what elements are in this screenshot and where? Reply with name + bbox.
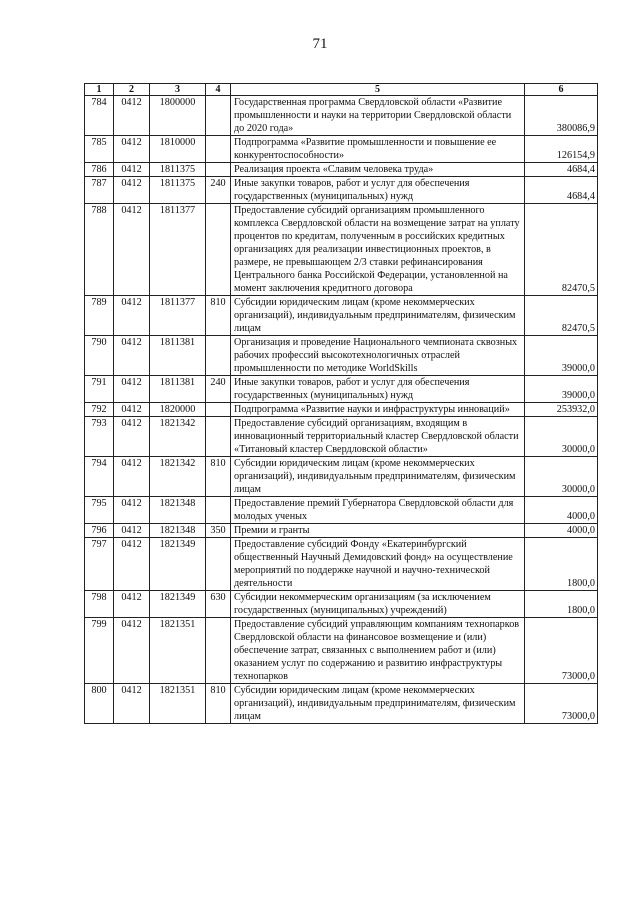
amount: 30000,0 [525, 417, 598, 457]
amount: 4000,0 [525, 524, 598, 538]
expense-name: Предоставление субсидий управляющим компаниям технопарков Свердловской области на финансовое возмещение и (или) обеспечение затрат, связанных с выполнением работ и (или) оказанием услуг по содержанию и развитию инфраструктуры технопарков [231, 618, 525, 684]
column-header-amount: 6 [525, 84, 598, 96]
table-row [85, 296, 598, 336]
expense-name: Субсидии юридическим лицам (кроме некоммерческих организаций), индивидуальным предпринимателям, физическим лицам [231, 457, 525, 497]
row-number: 799 [85, 618, 114, 684]
target-article-code: 1811375 [150, 163, 206, 177]
expense-name: Организация и проведение Национального чемпионата сквозных рабочих профессий высокотехнологичных отраслей промышленности по методике WorldSkills [231, 336, 525, 376]
expense-type-code: 810 [206, 684, 231, 724]
target-article-code: 1821348 [150, 524, 206, 538]
section-code: 0412 [114, 497, 150, 524]
amount: 82470,5 [525, 204, 598, 296]
expense-name: Государственная программа Свердловской области «Развитие промышленности и науки на территории Свердловской области до 2020 года» [231, 96, 525, 136]
section-code: 0412 [114, 376, 150, 403]
expense-type-code [206, 417, 231, 457]
row-number: 795 [85, 497, 114, 524]
budget-table-container [84, 83, 597, 724]
amount: 1800,0 [525, 591, 598, 618]
section-code: 0412 [114, 591, 150, 618]
row-number: 789 [85, 296, 114, 336]
expense-name: Субсидии юридическим лицам (кроме некоммерческих организаций), индивидуальным предпринимателям, физическим лицам [231, 684, 525, 724]
target-article-code: 1821348 [150, 497, 206, 524]
row-number: 785 [85, 136, 114, 163]
table-row [85, 136, 598, 163]
target-article-code: 1820000 [150, 403, 206, 417]
expense-name: Предоставление субсидий организациям промышленного комплекса Свердловской области на возмещение затрат на уплату процентов по кредитам, полученным в российских кредитных организациях для реализации инвестиционных проектов, в размере, не превышающем 2/3 ставки рефинансирования Центрального банка Российской Федерации, установленной на момент заключения кредитного договора [231, 204, 525, 296]
target-article-code: 1810000 [150, 136, 206, 163]
amount: 4684,4 [525, 177, 598, 204]
expense-type-code: 240 [206, 376, 231, 403]
table-header-row [85, 84, 598, 96]
target-article-code: 1800000 [150, 96, 206, 136]
expense-type-code [206, 618, 231, 684]
expense-name: Предоставление премий Губернатора Свердловской области для молодых ученых [231, 497, 525, 524]
table-row [85, 591, 598, 618]
expense-name: Премии и гранты [231, 524, 525, 538]
expense-type-code: 810 [206, 296, 231, 336]
expense-type-code [206, 96, 231, 136]
target-article-code: 1811377 [150, 296, 206, 336]
target-article-code: 1821351 [150, 618, 206, 684]
section-code: 0412 [114, 163, 150, 177]
table-row [85, 163, 598, 177]
section-code: 0412 [114, 524, 150, 538]
amount: 1800,0 [525, 538, 598, 591]
expense-type-code: 350 [206, 524, 231, 538]
section-code: 0412 [114, 417, 150, 457]
target-article-code: 1821342 [150, 457, 206, 497]
section-code: 0412 [114, 336, 150, 376]
expense-type-code [206, 163, 231, 177]
row-number: 787 [85, 177, 114, 204]
row-number: 786 [85, 163, 114, 177]
table-row [85, 204, 598, 296]
amount: 4684,4 [525, 163, 598, 177]
section-code: 0412 [114, 684, 150, 724]
table-row [85, 684, 598, 724]
expense-type-code [206, 497, 231, 524]
expense-name: Реализация проекта «Славим человека труда» [231, 163, 525, 177]
section-code: 0412 [114, 538, 150, 591]
section-code: 0412 [114, 204, 150, 296]
amount: 380086,9 [525, 96, 598, 136]
expense-type-code: 810 [206, 457, 231, 497]
amount: 39000,0 [525, 376, 598, 403]
column-header-row-number: 1 [85, 84, 114, 96]
column-header-target-article: 3 [150, 84, 206, 96]
amount: 4000,0 [525, 497, 598, 524]
table-row [85, 497, 598, 524]
amount: 39000,0 [525, 336, 598, 376]
column-header-section: 2 [114, 84, 150, 96]
expense-name: Субсидии юридическим лицам (кроме некоммерческих организаций), индивидуальным предпринимателям, физическим лицам [231, 296, 525, 336]
section-code: 0412 [114, 96, 150, 136]
section-code: 0412 [114, 296, 150, 336]
row-number: 798 [85, 591, 114, 618]
section-code: 0412 [114, 403, 150, 417]
table-row [85, 96, 598, 136]
table-row [85, 457, 598, 497]
table-row [85, 376, 598, 403]
expense-type-code [206, 403, 231, 417]
table-row [85, 177, 598, 204]
page-number: 71 [312, 36, 328, 52]
amount: 82470,5 [525, 296, 598, 336]
expense-type-code [206, 538, 231, 591]
row-number: 792 [85, 403, 114, 417]
row-number: 791 [85, 376, 114, 403]
table-row [85, 618, 598, 684]
section-code: 0412 [114, 177, 150, 204]
target-article-code: 1821349 [150, 538, 206, 591]
row-number: 797 [85, 538, 114, 591]
amount: 253932,0 [525, 403, 598, 417]
expense-name: Подпрограмма «Развитие науки и инфраструктуры инноваций» [231, 403, 525, 417]
row-number: 788 [85, 204, 114, 296]
table-row [85, 417, 598, 457]
row-number: 793 [85, 417, 114, 457]
column-header-expense-type: 4 [206, 84, 231, 96]
row-number: 790 [85, 336, 114, 376]
row-number: 796 [85, 524, 114, 538]
expense-type-code [206, 136, 231, 163]
row-number: 794 [85, 457, 114, 497]
section-code: 0412 [114, 457, 150, 497]
target-article-code: 1821349 [150, 591, 206, 618]
amount: 126154,9 [525, 136, 598, 163]
table-row [85, 336, 598, 376]
target-article-code: 1811377 [150, 204, 206, 296]
expense-type-code [206, 204, 231, 296]
target-article-code: 1821342 [150, 417, 206, 457]
row-number: 800 [85, 684, 114, 724]
expense-name: Иные закупки товаров, работ и услуг для обеспечения государственных (муниципальных) нужд [231, 177, 525, 204]
table-row [85, 403, 598, 417]
expense-type-code: 630 [206, 591, 231, 618]
target-article-code: 1811375 [150, 177, 206, 204]
target-article-code: 1811381 [150, 376, 206, 403]
expense-name: Иные закупки товаров, работ и услуг для обеспечения государственных (муниципальных) нужд [231, 376, 525, 403]
target-article-code: 1821351 [150, 684, 206, 724]
expense-name: Предоставление субсидий Фонду «Екатеринбургский общественный Научный Демидовский фонд» на осуществление мероприятий по поддержке научной и научно-технической деятельности [231, 538, 525, 591]
table-row [85, 524, 598, 538]
amount: 73000,0 [525, 618, 598, 684]
expense-type-code: 240 [206, 177, 231, 204]
expense-type-code [206, 336, 231, 376]
amount: 30000,0 [525, 457, 598, 497]
row-number: 784 [85, 96, 114, 136]
table-row [85, 538, 598, 591]
expense-name: Субсидии некоммерческим организациям (за исключением государственных (муниципальных) учреждений) [231, 591, 525, 618]
expense-name: Предоставление субсидий организациям, входящим в инновационный территориальный кластер Свердловской области «Титановый кластер Свердловской области» [231, 417, 525, 457]
section-code: 0412 [114, 136, 150, 163]
target-article-code: 1811381 [150, 336, 206, 376]
column-header-name: 5 [231, 84, 525, 96]
section-code: 0412 [114, 618, 150, 684]
expense-name: Подпрограмма «Развитие промышленности и повышение ее конкурентоспособности» [231, 136, 525, 163]
amount: 73000,0 [525, 684, 598, 724]
budget-table [84, 83, 598, 724]
